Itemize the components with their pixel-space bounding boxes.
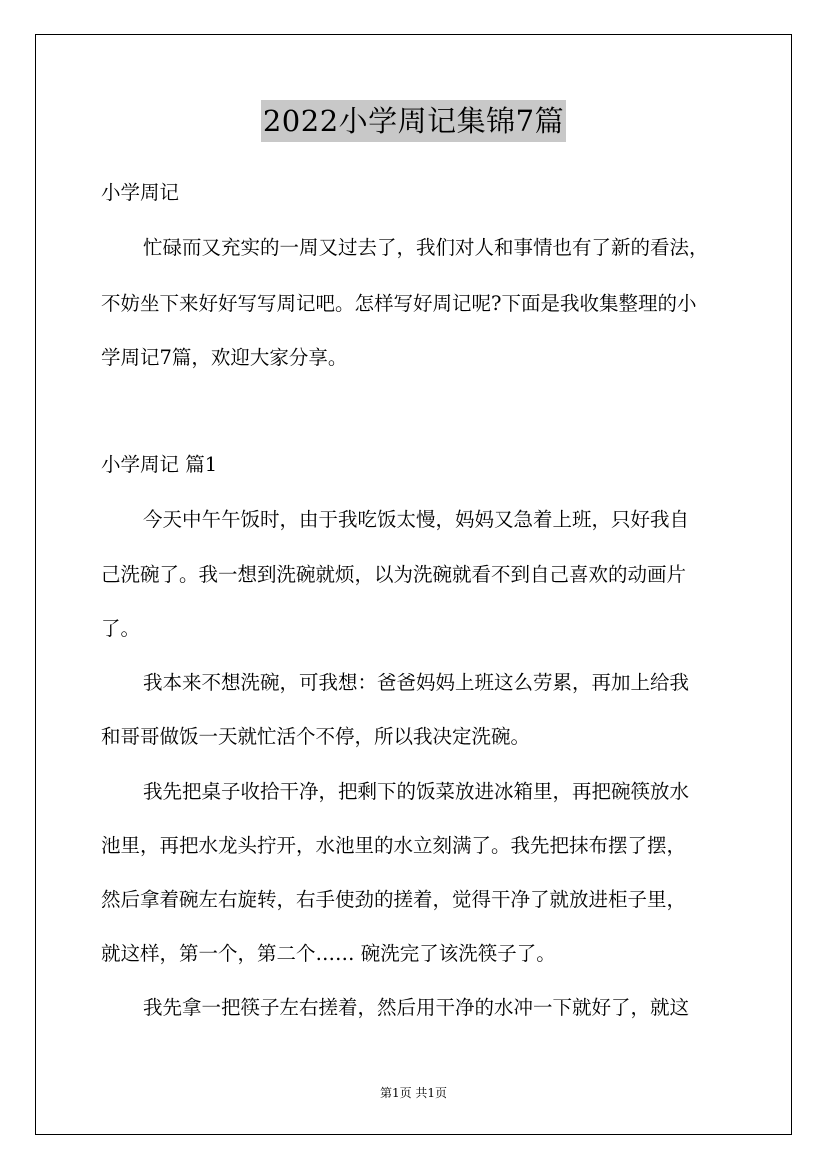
intro-line: 不妨坐下来好好写写周记吧。怎样写好周记呢?下面是我收集整理的小 bbox=[101, 292, 697, 315]
paragraph-line: 我先拿一把筷子左右搓着，然后用干净的水冲一下就好了，就这 bbox=[143, 996, 690, 1019]
paragraph-line: 我先把桌子收拾干净，把剩下的饭菜放进冰箱里，再把碗筷放水 bbox=[143, 780, 690, 803]
section-heading: 小学周记 篇1 bbox=[101, 453, 218, 476]
intro-line: 学周记7篇，欢迎大家分享。 bbox=[101, 346, 348, 369]
paragraph-line: 池里，再把水龙头拧开，水池里的水立刻满了。我先把抹布摆了摆， bbox=[101, 834, 687, 857]
paragraph-line: 己洗碗了。我一想到洗碗就烦，以为洗碗就看不到自己喜欢的动画片 bbox=[101, 563, 687, 586]
paragraph-line: 然后拿着碗左右旋转，右手使劲的搓着，觉得干净了就放进柜子里， bbox=[101, 888, 687, 911]
paragraph-line: 今天中午午饭时，由于我吃饭太慢，妈妈又急着上班，只好我自 bbox=[143, 508, 690, 531]
intro-line: 忙碌而又充实的一周又过去了，我们对人和事情也有了新的看法， bbox=[143, 236, 709, 259]
paragraph-line: 了。 bbox=[101, 617, 141, 640]
page-footer: 第1页 共1页 bbox=[379, 1086, 448, 1100]
paragraph-line: 就这样，第一个，第二个…… 碗洗完了该洗筷子了。 bbox=[101, 942, 556, 965]
paragraph-line: 我本来不想洗碗，可我想：爸爸妈妈上班这么劳累，再加上给我 bbox=[143, 671, 690, 694]
intro-heading: 小学周记 bbox=[101, 181, 180, 204]
document-title: 2022小学周记集锦7篇 bbox=[261, 100, 566, 142]
title-container bbox=[0, 100, 827, 142]
paragraph-line: 和哥哥做饭一天就忙活个不停，所以我决定洗碗。 bbox=[101, 725, 531, 748]
